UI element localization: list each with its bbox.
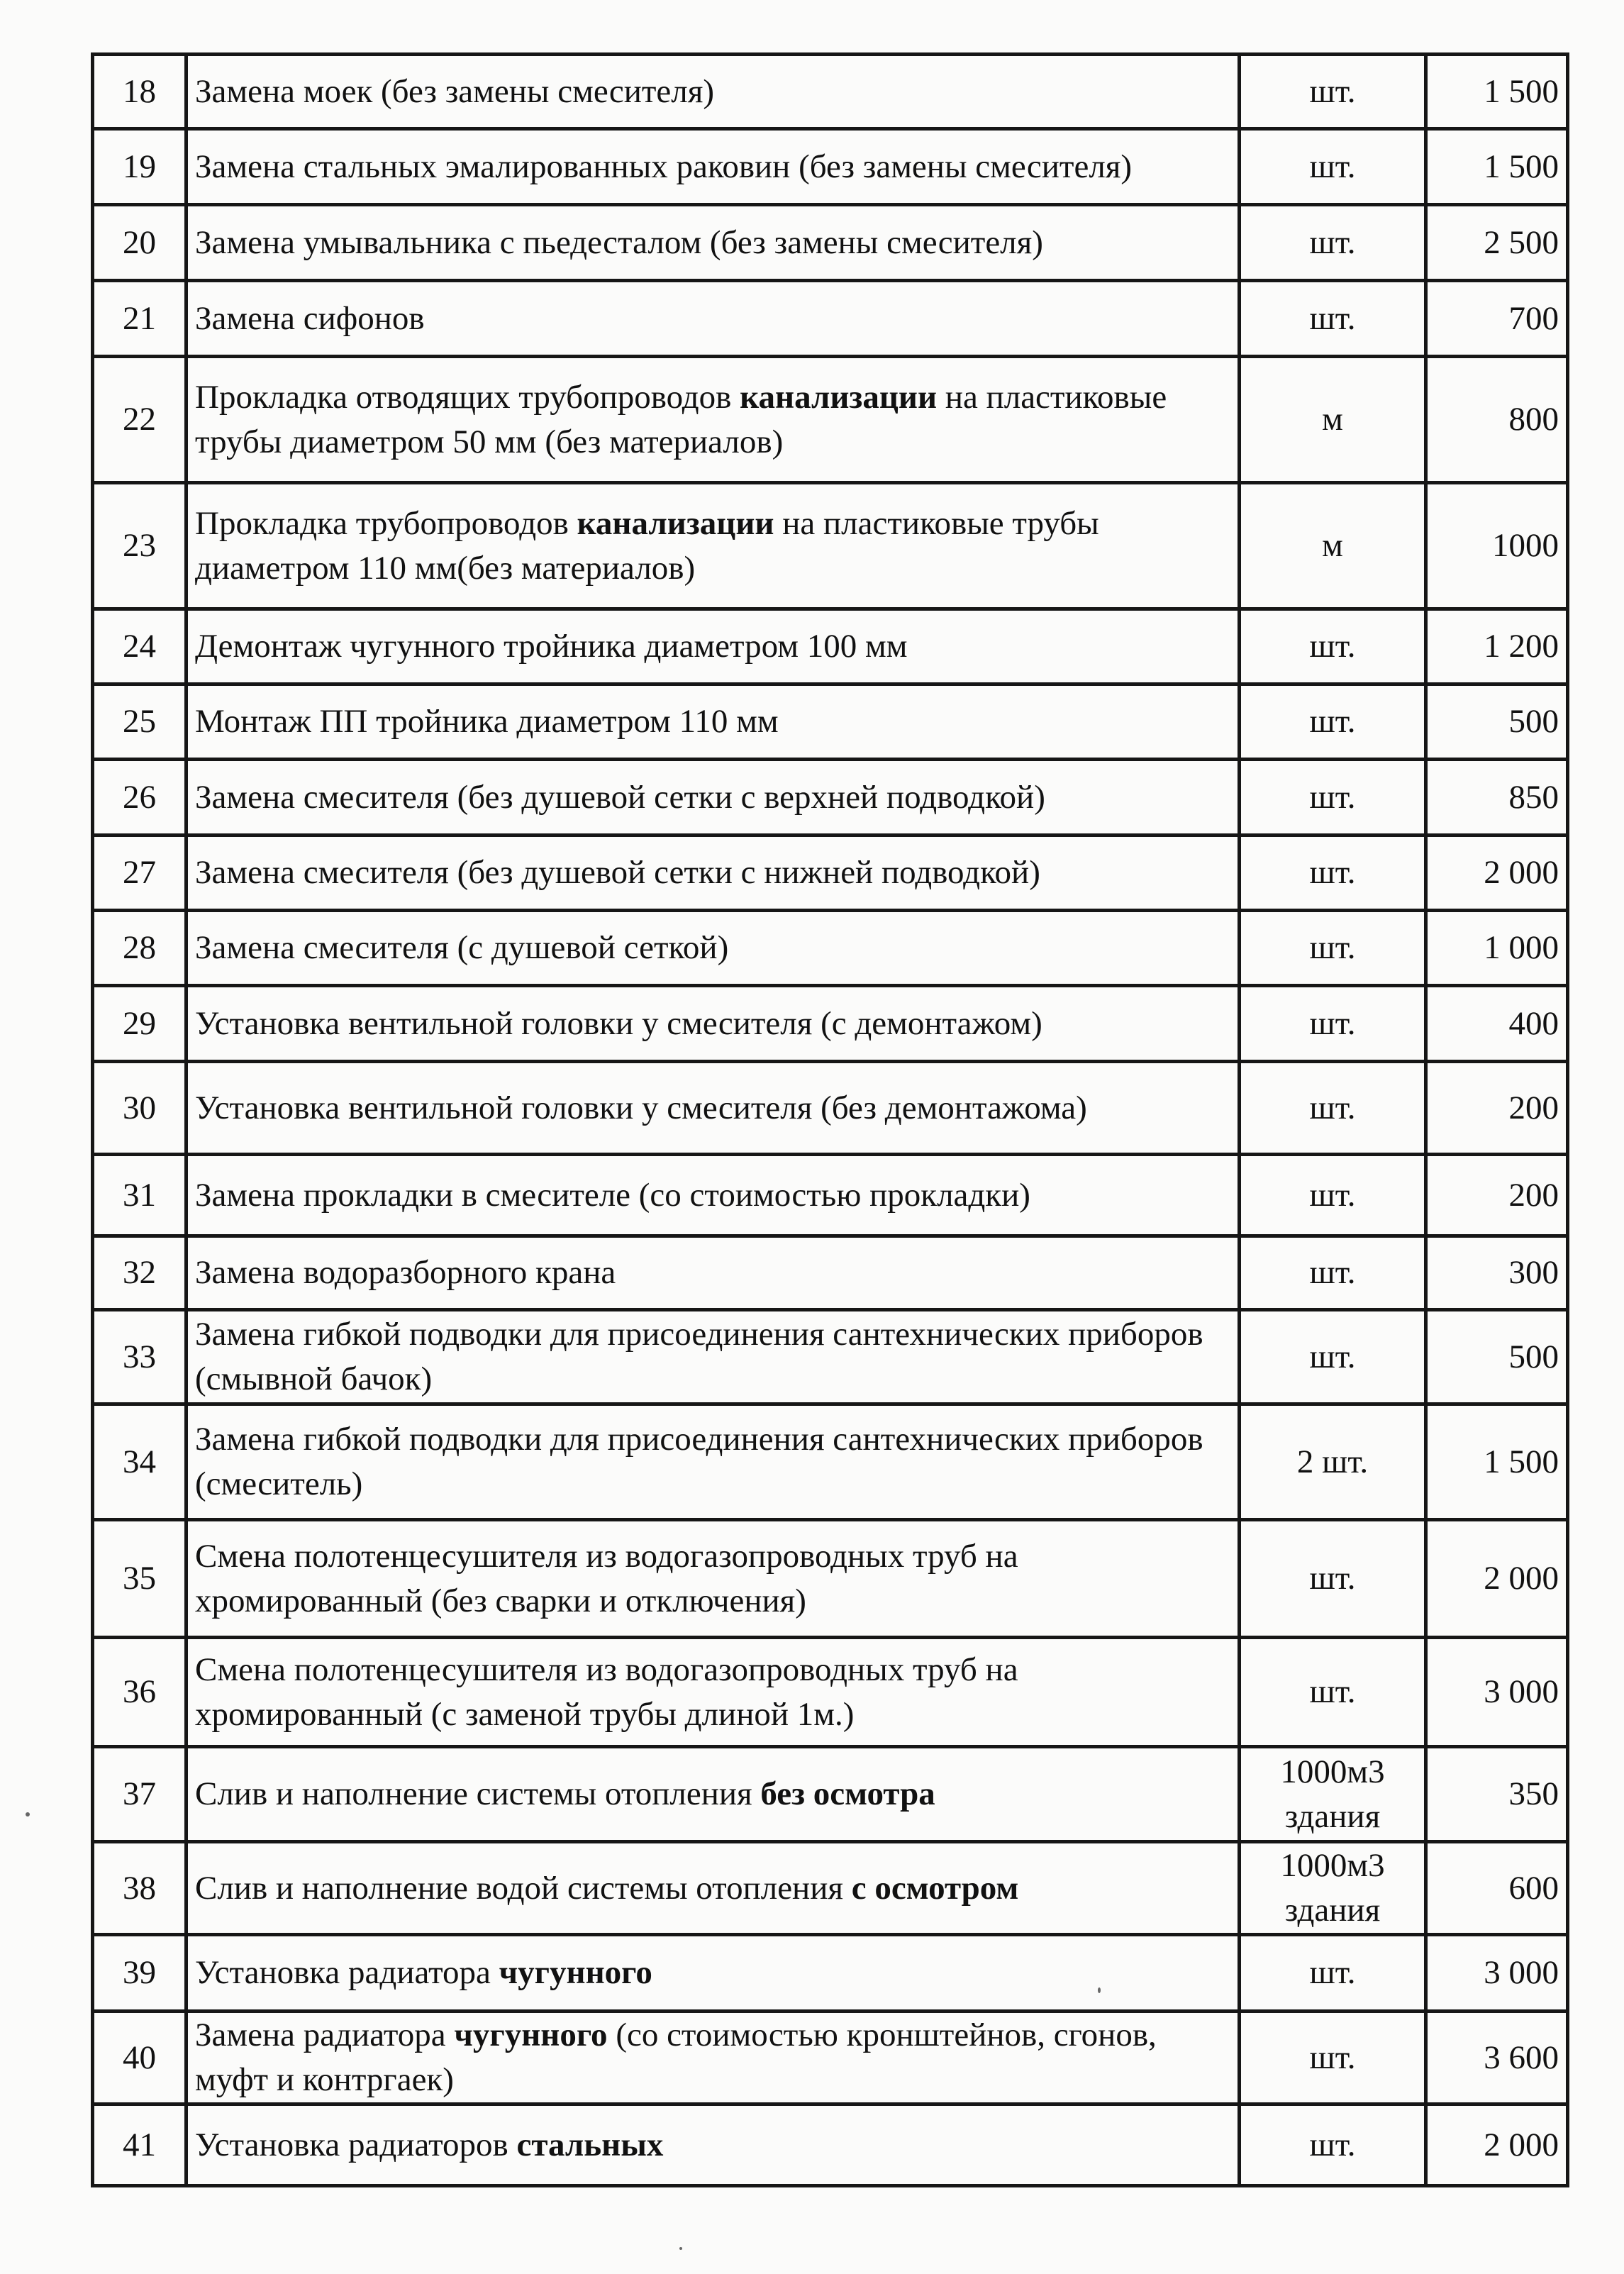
price: 3 000 — [1426, 1935, 1568, 2012]
price: 2 000 — [1426, 2104, 1568, 2186]
table-row — [93, 205, 1568, 281]
row-number: 38 — [93, 1842, 187, 1935]
price: 1 200 — [1426, 609, 1568, 684]
work-description — [187, 129, 1240, 205]
work-description — [187, 760, 1240, 836]
unit-of-measure: шт. — [1240, 1236, 1426, 1310]
description-text: Замена моек (без замены смесителя) — [195, 72, 715, 110]
table-row — [93, 1155, 1568, 1236]
table-row — [93, 911, 1568, 986]
unit-of-measure: м — [1240, 357, 1426, 483]
work-description — [187, 205, 1240, 281]
work-description — [187, 2012, 1240, 2104]
price: 1 500 — [1426, 1404, 1568, 1520]
table-row — [93, 1236, 1568, 1310]
unit-of-measure: шт. — [1240, 986, 1426, 1062]
row-number: 37 — [93, 1747, 187, 1842]
description-emphasis: без осмотра — [760, 1775, 935, 1812]
unit-of-measure: шт. — [1240, 609, 1426, 684]
price: 500 — [1426, 1310, 1568, 1404]
description-text: Установка вентильной головки у смесителя (без демонтажома) — [195, 1089, 1087, 1126]
scan-speck — [1098, 1987, 1101, 1993]
row-number: 28 — [93, 911, 187, 986]
work-description — [187, 483, 1240, 609]
work-description — [187, 1638, 1240, 1747]
row-number: 30 — [93, 1062, 187, 1155]
work-description — [187, 55, 1240, 129]
work-description — [187, 1155, 1240, 1236]
price: 300 — [1426, 1236, 1568, 1310]
description-text: Установка радиатора — [195, 1954, 499, 1991]
price: 1 500 — [1426, 55, 1568, 129]
row-number: 20 — [93, 205, 187, 281]
price: 800 — [1426, 357, 1568, 483]
table-row — [93, 129, 1568, 205]
description-text: Смена полотенцесушителя из водогазопроводных труб на хромированный (без сварки и отключения) — [195, 1537, 1018, 1619]
table-row — [93, 609, 1568, 684]
description-text: Замена водоразборного крана — [195, 1254, 616, 1291]
table-row — [93, 836, 1568, 911]
table-row — [93, 1062, 1568, 1155]
price: 1000 — [1426, 483, 1568, 609]
row-number: 24 — [93, 609, 187, 684]
description-text: (со стоимостью кронштейнов, сгонов, муфт и контргаек) — [195, 2017, 1157, 2098]
work-description — [187, 836, 1240, 911]
price: 500 — [1426, 684, 1568, 760]
table-row — [93, 760, 1568, 836]
unit-of-measure: шт. — [1240, 55, 1426, 129]
work-description — [187, 1842, 1240, 1935]
table-row — [93, 1935, 1568, 2012]
work-description — [187, 2104, 1240, 2186]
row-number: 25 — [93, 684, 187, 760]
work-description — [187, 1747, 1240, 1842]
description-text: Замена смесителя (без душевой сетки с верхней подводкой) — [195, 778, 1045, 816]
description-text: Смена полотенцесушителя из водогазопроводных труб на хромированный (с заменой трубы длиной 1м.) — [195, 1651, 1018, 1733]
row-number: 27 — [93, 836, 187, 911]
work-description — [187, 684, 1240, 760]
price: 1 500 — [1426, 129, 1568, 205]
description-text: Замена смесителя (без душевой сетки с нижней подводкой) — [195, 854, 1040, 891]
table-row — [93, 684, 1568, 760]
unit-of-measure: шт. — [1240, 205, 1426, 281]
work-description — [187, 1935, 1240, 2012]
unit-of-measure: 1000м3 здания — [1240, 1842, 1426, 1935]
table-row — [93, 483, 1568, 609]
description-text: на пластиковые трубы диаметром 50 мм (без материалов) — [195, 378, 1167, 460]
price: 2 000 — [1426, 1520, 1568, 1638]
row-number: 31 — [93, 1155, 187, 1236]
description-text: Установка вентильной головки у смесителя (с демонтажом) — [195, 1004, 1042, 1042]
price-table — [91, 52, 1569, 2187]
unit-of-measure: шт. — [1240, 1935, 1426, 2012]
description-text: Прокладка трубопроводов — [195, 504, 577, 542]
description-text: Замена прокладки в смесителе (со стоимостью прокладки) — [195, 1176, 1030, 1214]
price-table-body — [93, 55, 1568, 2186]
price: 350 — [1426, 1747, 1568, 1842]
description-text: Замена смесителя (с душевой сеткой) — [195, 929, 729, 966]
description-emphasis: чугунного — [454, 2017, 608, 2053]
description-emphasis: канализации — [577, 504, 774, 542]
description-text: Замена сифонов — [195, 299, 425, 337]
table-row — [93, 1520, 1568, 1638]
description-text: Замена умывальника с пьедесталом (без замены смесителя) — [195, 223, 1043, 261]
description-text: Прокладка отводящих трубопроводов — [195, 378, 740, 416]
row-number: 33 — [93, 1310, 187, 1404]
work-description — [187, 1310, 1240, 1404]
price: 200 — [1426, 1155, 1568, 1236]
row-number: 22 — [93, 357, 187, 483]
table-row — [93, 2012, 1568, 2104]
row-number: 23 — [93, 483, 187, 609]
row-number: 21 — [93, 281, 187, 357]
table-row — [93, 1310, 1568, 1404]
description-text: Монтаж ПП тройника диаметром 110 мм — [195, 703, 779, 740]
description-text: Слив и наполнение системы отопления — [195, 1775, 761, 1812]
description-text: Демонтаж чугунного тройника диаметром 100 мм — [195, 628, 908, 665]
scan-speck — [26, 1812, 30, 1817]
row-number: 26 — [93, 760, 187, 836]
table-row — [93, 1404, 1568, 1520]
unit-of-measure: шт. — [1240, 129, 1426, 205]
row-number: 29 — [93, 986, 187, 1062]
row-number: 36 — [93, 1638, 187, 1747]
row-number: 35 — [93, 1520, 187, 1638]
work-description — [187, 911, 1240, 986]
unit-of-measure: шт. — [1240, 1155, 1426, 1236]
table-row — [93, 986, 1568, 1062]
row-number: 18 — [93, 55, 187, 129]
unit-of-measure: шт. — [1240, 760, 1426, 836]
price: 850 — [1426, 760, 1568, 836]
work-description — [187, 1236, 1240, 1310]
table-row — [93, 1842, 1568, 1935]
description-text: Замена стальных эмалированных раковин (без замены смесителя) — [195, 148, 1133, 185]
description-emphasis: стальных — [516, 2126, 664, 2163]
price: 600 — [1426, 1842, 1568, 1935]
price: 3 600 — [1426, 2012, 1568, 2104]
work-description — [187, 609, 1240, 684]
table-row — [93, 281, 1568, 357]
row-number: 40 — [93, 2012, 187, 2104]
description-emphasis: канализации — [740, 378, 938, 416]
table-row — [93, 55, 1568, 129]
description-emphasis: чугунного — [499, 1954, 652, 1991]
description-text: Установка радиаторов — [195, 2126, 517, 2163]
row-number: 41 — [93, 2104, 187, 2186]
row-number: 34 — [93, 1404, 187, 1520]
unit-of-measure: шт. — [1240, 2104, 1426, 2186]
scan-speck — [679, 2247, 682, 2250]
work-description — [187, 281, 1240, 357]
price: 200 — [1426, 1062, 1568, 1155]
work-description — [187, 986, 1240, 1062]
unit-of-measure: шт. — [1240, 1520, 1426, 1638]
price: 700 — [1426, 281, 1568, 357]
description-text: Замена радиатора — [195, 2017, 455, 2053]
work-description — [187, 1520, 1240, 1638]
description-text: Замена гибкой подводки для присоединения сантехнических приборов (смеситель) — [195, 1421, 1203, 1502]
description-text: на пластиковые трубы диаметром 110 мм(без материалов) — [195, 504, 1099, 587]
work-description — [187, 1404, 1240, 1520]
price: 3 000 — [1426, 1638, 1568, 1747]
work-description — [187, 1062, 1240, 1155]
unit-of-measure: шт. — [1240, 1062, 1426, 1155]
row-number: 39 — [93, 1935, 187, 2012]
unit-of-measure: шт. — [1240, 1310, 1426, 1404]
table-row — [93, 2104, 1568, 2186]
row-number: 19 — [93, 129, 187, 205]
unit-of-measure: шт. — [1240, 836, 1426, 911]
unit-of-measure: шт. — [1240, 684, 1426, 760]
unit-of-measure: м — [1240, 483, 1426, 609]
table-row — [93, 357, 1568, 483]
price: 2 500 — [1426, 205, 1568, 281]
description-text: Слив и наполнение водой системы отопления — [195, 1869, 852, 1907]
unit-of-measure: шт. — [1240, 1638, 1426, 1747]
unit-of-measure: шт. — [1240, 911, 1426, 986]
price: 2 000 — [1426, 836, 1568, 911]
unit-of-measure: шт. — [1240, 2012, 1426, 2104]
work-description — [187, 357, 1240, 483]
row-number: 32 — [93, 1236, 187, 1310]
price: 1 000 — [1426, 911, 1568, 986]
description-text: Замена гибкой подводки для присоединения сантехнических приборов (смывной бачок) — [195, 1316, 1203, 1397]
unit-of-measure: шт. — [1240, 281, 1426, 357]
description-emphasis: с осмотром — [851, 1869, 1019, 1907]
price: 400 — [1426, 986, 1568, 1062]
table-row — [93, 1747, 1568, 1842]
unit-of-measure: 2 шт. — [1240, 1404, 1426, 1520]
table-row — [93, 1638, 1568, 1747]
unit-of-measure: 1000м3 здания — [1240, 1747, 1426, 1842]
